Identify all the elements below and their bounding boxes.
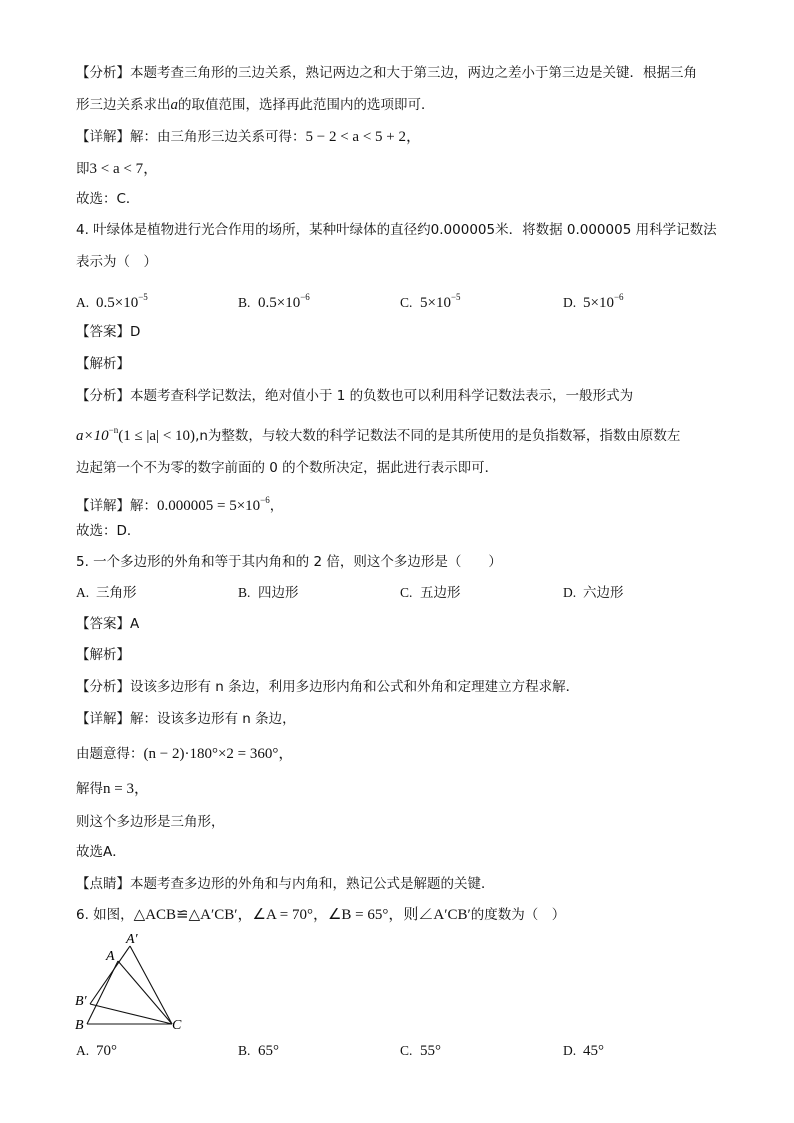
q6-stem [76,906,565,924]
option-key: A. [76,585,90,600]
q3-detail-prefix: 【详解】解：由三角形三边关系可得： [76,129,306,145]
option-exp: −6 [300,292,310,302]
q5-stem: 5. 一个多边形的外角和等于其内角和的 2 倍，则这个多边形是（ ） [76,554,502,570]
q6-option-d[interactable] [563,1042,604,1060]
option-base: 5×10 [583,295,614,311]
q4-detail-math: 0.000005 = 5×10 [157,498,261,514]
q5-solve-math: n = 3， [103,781,149,797]
q3-analysis-text-a: 【分析】本题考查三角形的三边关系，熟记两边之和大于第三边，两边之差小于第三边是关键．根据三角 [76,65,697,81]
option-key: D. [563,1043,577,1058]
label-B-prime: B′ [75,994,87,1009]
option-base: 0.5×10 [258,295,301,311]
q5-result: 则这个多边形是三角形， [76,814,225,830]
option-key: C. [400,1043,413,1058]
answer-value: A [130,616,140,632]
q5-option-c[interactable] [400,584,461,602]
option-text: 45° [583,1043,604,1059]
option-key: C. [400,585,413,600]
q5-comment: 【点睛】本题考查多边形的外角和与内角和，熟记公式是解题的关键． [76,876,495,892]
option-text: 三角形 [96,585,137,601]
q6-stem-suffix: 的度数为（ ） [470,907,566,923]
option-key: D. [563,295,577,310]
option-exp: −5 [138,292,148,302]
q4-option-d[interactable] [563,288,624,312]
q4-detail-prefix: 【详解】解： [76,498,157,514]
q4-analysis-text-2: ,n为整数，与较大数的科学记数法不同的是其所使用的是负指数幂，指数由原数左 [195,428,681,444]
q4-conclusion: 故选：D． [76,523,141,539]
q4-formula: a×10 [76,428,109,444]
q4-analysis-line3: 边起第一个不为零的数字前面的 0 的个数所决定，据此进行表示即可． [76,460,499,476]
label-A-prime: A′ [126,932,138,947]
q3-analysis-text-b2: 的取值范围，选择再此范围内的选项即可． [178,97,435,113]
q4-stem-line2: 表示为（ ） [76,254,157,270]
q5-option-a[interactable] [76,584,137,602]
q4-analysis-line1: 【分析】本题考查科学记数法，绝对值小于 1 的负数也可以利用科学记数法表示，一般形式为 [76,388,634,404]
answer-label: 【答案】 [76,616,130,632]
option-text: 五边形 [420,585,461,601]
q3-conclusion: 故选：C． [76,191,140,207]
q3-step-prefix: 即 [76,161,90,177]
q4-formula-exp: −n [108,425,119,435]
segment-A-C [118,961,172,1024]
q6-stem-prefix: 6. 如图， [76,907,134,923]
q5-solve-line [76,780,149,798]
q5-solve-prefix: 解得 [76,781,103,797]
q4-detail-exp: −6 [260,495,270,505]
option-key: A. [76,1043,90,1058]
q4-stem-line1: 4. 叶绿体是植物进行光合作用的场所，某种叶绿体的直径约0.000005米．将数据 0.000005 用科学记数法 [76,222,717,238]
q4-answer [76,323,140,341]
option-key: D. [563,585,577,600]
option-text: 70° [96,1043,117,1059]
q3-analysis-text-b1: 形三边关系求出 [76,97,171,113]
q4-detail-line [76,491,283,515]
q5-explain-label: 【解析】 [76,647,130,663]
q5-eq-prefix: 由题意得： [76,746,144,762]
q5-eq-math: (n − 2)·180°×2 = 360°， [143,746,294,762]
q6-triangle-figure [60,926,210,1038]
segment-Aprime-C [130,946,172,1024]
answer-value: D [130,324,141,340]
segment-Bprime-C [90,1004,172,1024]
q3-step-math: 3 < a < 7， [89,161,159,177]
q4-analysis-line2 [76,421,680,445]
q3-analysis-line2 [76,96,435,114]
q4-explain-label: 【解析】 [76,356,130,372]
answer-label: 【答案】 [76,324,130,340]
q3-detail-line [76,128,421,146]
q5-conclusion: 故选A． [76,844,126,860]
label-C: C [172,1018,182,1033]
q5-option-b[interactable] [238,584,299,602]
option-key: B. [238,1043,251,1058]
q6-option-c[interactable] [400,1042,441,1060]
option-text: 55° [420,1043,441,1059]
q3-analysis-var: a [170,97,178,113]
option-key: B. [238,585,251,600]
q6-option-a[interactable] [76,1042,117,1060]
q3-step-line [76,160,158,178]
option-key: B. [238,295,251,310]
q3-analysis-line1 [76,64,697,82]
q5-detail: 【详解】解：设该多边形有 n 条边， [76,711,296,727]
option-exp: −6 [613,292,624,302]
q4-formula-cond: (1 ≤ |a| < 10) [118,428,196,444]
q4-option-a[interactable] [76,288,148,312]
q5-answer [76,615,139,633]
q4-option-b[interactable] [238,288,310,312]
q5-analysis: 【分析】设该多边形有 n 条边，利用多边形内角和公式和外角和定理建立方程求解． [76,679,580,695]
q3-detail-math: 5 − 2 < a < 5 + 2， [305,129,421,145]
option-base: 5×10 [420,295,451,311]
q4-detail-suffix: ， [269,498,284,514]
option-text: 65° [258,1043,279,1059]
q6-option-b[interactable] [238,1042,279,1060]
label-B: B [75,1018,84,1033]
q4-option-c[interactable] [400,288,461,312]
q5-option-d[interactable] [563,584,624,602]
option-exp: −5 [450,292,461,302]
q6-stem-math: △ACB≌△A′CB′，∠A = 70°，∠B = 65°，则∠A′CB′ [133,907,471,923]
label-A: A [106,949,115,964]
option-text: 六边形 [583,585,624,601]
option-key: C. [400,295,413,310]
option-key: A. [76,295,90,310]
q5-equation-line [76,745,293,763]
option-text: 四边形 [258,585,299,601]
option-base: 0.5×10 [96,295,139,311]
